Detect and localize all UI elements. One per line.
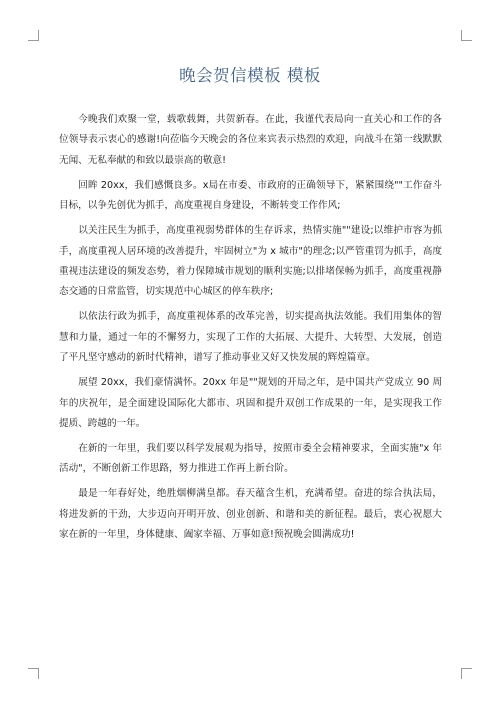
paragraph-closing: 最是一年春好处，绝胜烟柳满皇都。春天蕴含生机，充满希望。奋进的综合执法局，将进发新的干劲，大步迈向开明开放、创业创新、和谐和美的新征程。最后，衷心祝愿大家在新的一年里，身体健康、阖家幸福、万事如意!预祝晚会圆满成功! [59, 488, 442, 541]
paragraph-opening: 今晚我们欢聚一堂，载歌载舞，共贺新春。在此，我谨代表局向一直关心和工作的各位领导表示衷心的感谢!向莅临今天晚会的各位来宾表示热烈的欢迎，向战斗在第一线默默无闻、无私奉献的和致以最崇高的敬意! [59, 114, 442, 166]
document-title: 晚会贺信模板 模板 [179, 66, 321, 85]
crop-mark-top-right [461, 30, 472, 41]
paragraph-new-year-plan: 在新的一年里，我们要以科学发展观为指导，按照市委全会精神要求，全面实施"x 年活动"，不断创新工作思路，努力推进工作再上新台阶。 [59, 443, 442, 475]
paragraph-outlook: 展望 20xx，我们豪情满怀。20xx 年是""规划的开局之年，是中国共产党成立 90 周年的庆祝年，是全面建设国际化大都市、巩固和提升双创工作成果的一年，是实现我工作提质、跨越的一年。 [59, 377, 442, 430]
document-body [59, 110, 442, 550]
crop-mark-bottom-left [28, 668, 39, 679]
crop-mark-top-left [28, 30, 39, 41]
paragraph-law-enforcement: 以依法行政为抓手，高度重视体系的改革完善，切实提高执法效能。我们用集体的智慧和力量，通过一年的不懈努力，实现了工作的大拓展、大提升、大转型、大发展，创造了平凡坚守感动的新时代精神，谱写了推动事业又好又快发展的辉煌篇章。 [59, 311, 442, 364]
paragraph-livelihood: 以关注民生为抓手，高度重视弱势群体的生存诉求，热情实施""建设;以维护市容为抓手，高度重视人居环境的改善提升，牢固树立"为 x 城市"的理念;以严管重罚为抓手，高度重视违法建设的频发态势，着力保障城市规划的顺利实施;以排堵保畅为抓手，高度重视静态交通的日常监管，切实规范中心城区的停车秩序; [59, 225, 442, 298]
crop-mark-bottom-right [461, 668, 472, 679]
paragraph-review: 回眸 20xx，我们感慨良多。x局在市委、市政府的正确领导下，紧紧围绕""工作奋斗目标，以争先创优为抓手，高度重视自身建设，不断转变工作作风; [59, 179, 442, 212]
